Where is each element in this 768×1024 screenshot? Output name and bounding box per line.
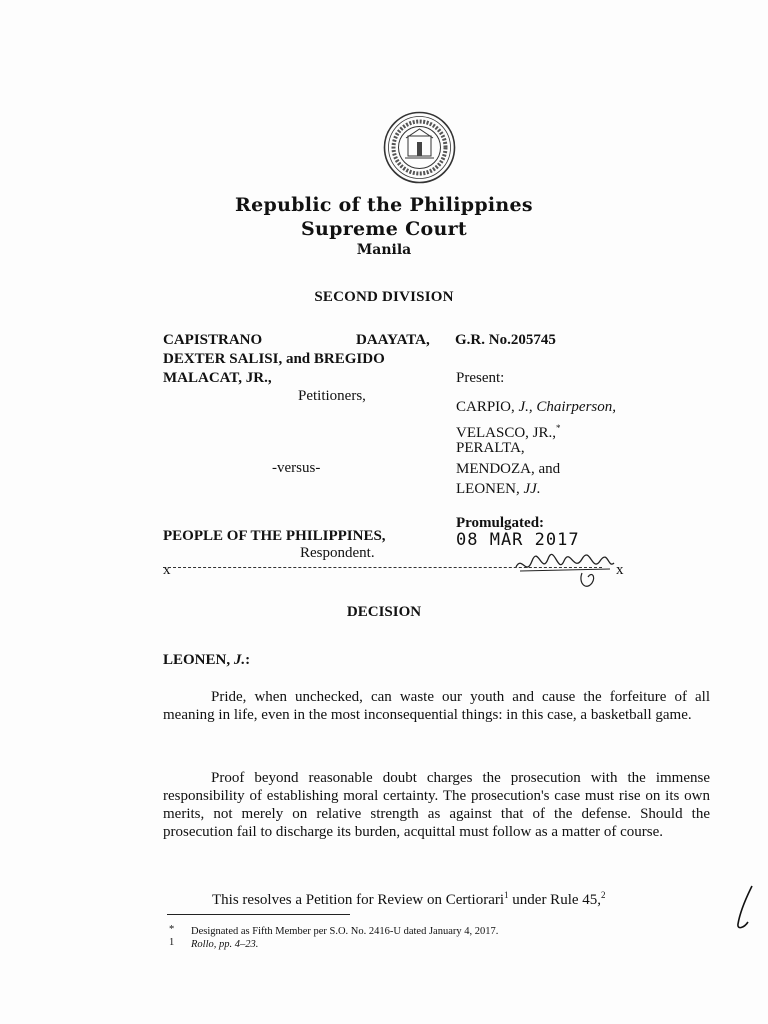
separator-x-right: x — [616, 562, 624, 578]
gr-number: G.R. No.205745 — [455, 332, 556, 348]
justice-line: CARPIO, J., Chairperson, — [456, 399, 617, 415]
paragraph-3-line: This resolves a Petition for Review on Certiorari$^1$ under Rule 45,$^2$ — [212, 890, 606, 908]
petitioner-name-1b: DAAYATA, — [356, 332, 430, 348]
respondent-label: Respondent. — [300, 545, 375, 561]
petitioner-names-3: MALACAT, JR., — [163, 370, 272, 386]
margin-initial-mark — [732, 884, 758, 932]
versus-label: -versus- — [272, 460, 321, 476]
justices-list — [456, 398, 616, 501]
footnote-mark: 1 — [169, 937, 175, 948]
division-heading: SECOND DIVISION — [314, 289, 454, 305]
footnote-text: Designated as Fifth Member per S.O. No. 2416-U dated January 4, 2017. — [191, 926, 499, 937]
petitioner-name-1a: CAPISTRANO — [163, 332, 263, 348]
present-label: Present: — [456, 370, 505, 386]
petitioners-label: Petitioners, — [298, 388, 366, 404]
separator-x-left: x — [163, 562, 171, 578]
republic-heading: Republic of the Philippines — [235, 194, 533, 216]
footnote-rule — [167, 914, 350, 915]
court-seal — [383, 111, 456, 184]
petitioner-names-2: DEXTER SALISI, and BREGIDO — [163, 351, 385, 367]
promulgated-label: Promulgated: — [456, 515, 545, 531]
court-heading: Supreme Court — [300, 218, 468, 240]
city-heading: Manila — [356, 242, 412, 258]
decision-title: DECISION — [346, 604, 422, 620]
footnote-text: Rollo, pp. 4–23. — [191, 939, 259, 950]
promulgated-date-stamp: 08 MAR 2017 — [456, 530, 580, 550]
footnote-mark: * — [169, 924, 175, 935]
ponente: LEONEN, J.: — [163, 652, 251, 668]
justice-line: VELASCO, JR.,* — [456, 422, 561, 441]
paragraph-1: Pride, when unchecked, can waste our youth and cause the forfeiture of all meaning in life, even in the most inconsequential things: in this case, a basketball game. — [163, 689, 710, 723]
paragraph-2: Proof beyond reasonable doubt charges the prosecution with the immense responsibility of establishing moral certainty. The prosecution's case must rise on its own merits, not merely on relative strength as against that of the defense. Should the prosecution fail to discharge its burden, acquittal must follow as a matter of course. — [163, 770, 710, 840]
respondent-name: PEOPLE OF THE PHILIPPINES, — [163, 528, 386, 544]
justice-line: MENDOZA, and — [456, 460, 561, 477]
justice-line: LEONEN, JJ. — [456, 481, 541, 497]
justice-line: PERALTA, — [456, 440, 525, 456]
clerk-signature — [512, 547, 618, 595]
